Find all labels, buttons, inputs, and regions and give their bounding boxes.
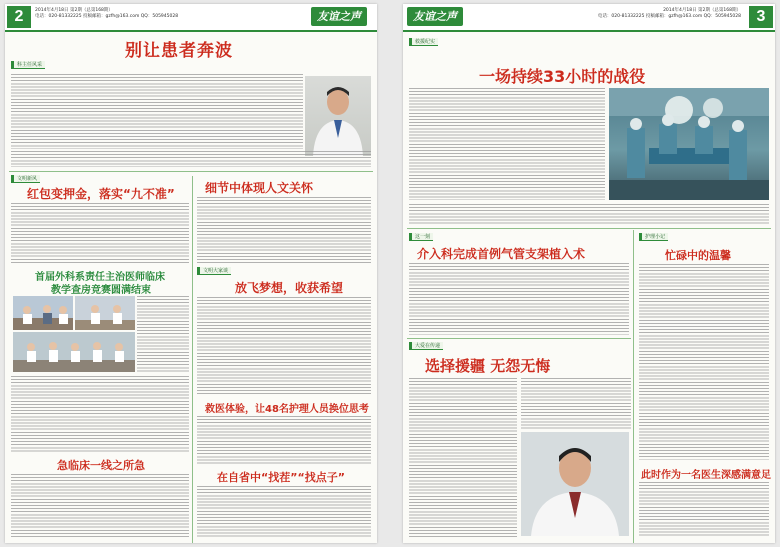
article-title: 此时作为一名医生深感满意足 [641,470,771,481]
brand-logo: 友谊之声 [311,7,367,26]
article-title: 放飞梦想，收获希望 [235,281,344,295]
feature-text [409,88,605,200]
doctor-portrait [305,76,371,156]
masthead-title: 别让患者奔波 [125,41,233,61]
issue-meta [35,8,195,20]
column-rule [192,176,193,543]
section-tag: 这一刻 [409,233,433,241]
article-text [11,474,189,538]
section-tag: 文明新风 [11,175,40,183]
feature-text-tail [11,151,371,167]
section-divider [9,171,373,172]
article-text [521,378,631,430]
article-text [197,416,371,464]
article-title: 细节中体现人文关怀 [205,181,314,195]
article-title: 急临床一线之所急 [57,459,145,472]
article-text [137,296,189,372]
section-tag: 文明大家谈 [197,267,231,275]
issue-meta [581,8,741,20]
section-tag: 大爱在传递 [409,342,443,350]
feature-text-tail [409,204,769,224]
page-number: 3 [749,6,773,28]
column-rule [633,230,634,543]
header-rule [5,30,377,32]
article-title: 救医体验，让48名护理人员换位思考 [205,404,369,415]
article-text [409,263,629,335]
article-title: 选择援疆 无怨无悔 [425,357,551,375]
header-rule [403,30,775,32]
section-divider [407,338,631,339]
article-photo [13,332,135,372]
article-title: 首届外科系责任主治医师临床 [35,272,165,283]
article-text [639,264,769,460]
article-text [197,486,371,538]
article-title: 忙碌中的温馨 [665,249,731,262]
newspaper-page-right [403,4,775,543]
article-text [197,297,371,395]
article-title: 介入科完成首例气管支架植入术 [417,247,586,261]
contact-line: 电话：020-81332225 投稿邮箱：gzfh@163.com QQ：505945028 [597,14,741,19]
feature-text [11,74,303,149]
masthead-title: 一场持续33小时的战役 [479,67,646,86]
article-subtitle: 教学查房竞赛圆满结束 [51,285,151,296]
issue-date: 2014年4月18日 第2期（总第168期） [35,8,113,13]
surgery-photo [609,88,769,200]
contact-line: 电话：020-81332225 投稿邮箱：gzfh@163.com QQ：505945028 [35,14,179,19]
article-text [197,197,371,263]
section-divider [407,228,771,229]
section-tag: 救援纪实 [409,38,438,46]
newspaper-page-left [5,4,377,543]
page-number: 2 [7,6,31,28]
doctor-photo [521,432,629,536]
brand-logo: 友谊之声 [407,7,463,26]
article-title: 红包变押金，落实“九不准” [27,187,175,201]
article-photo [75,296,135,330]
article-text [11,376,189,452]
article-text [11,203,189,263]
section-tag: 科主任风采 [11,61,45,69]
article-text [639,482,769,538]
article-title: 在自省中“找茬”“找点子” [217,471,345,484]
article-photo [13,296,73,330]
issue-date: 2014年4月18日 第2期（总第168期） [663,8,741,13]
section-tag: 护理小记 [639,233,668,241]
article-text [409,378,517,538]
